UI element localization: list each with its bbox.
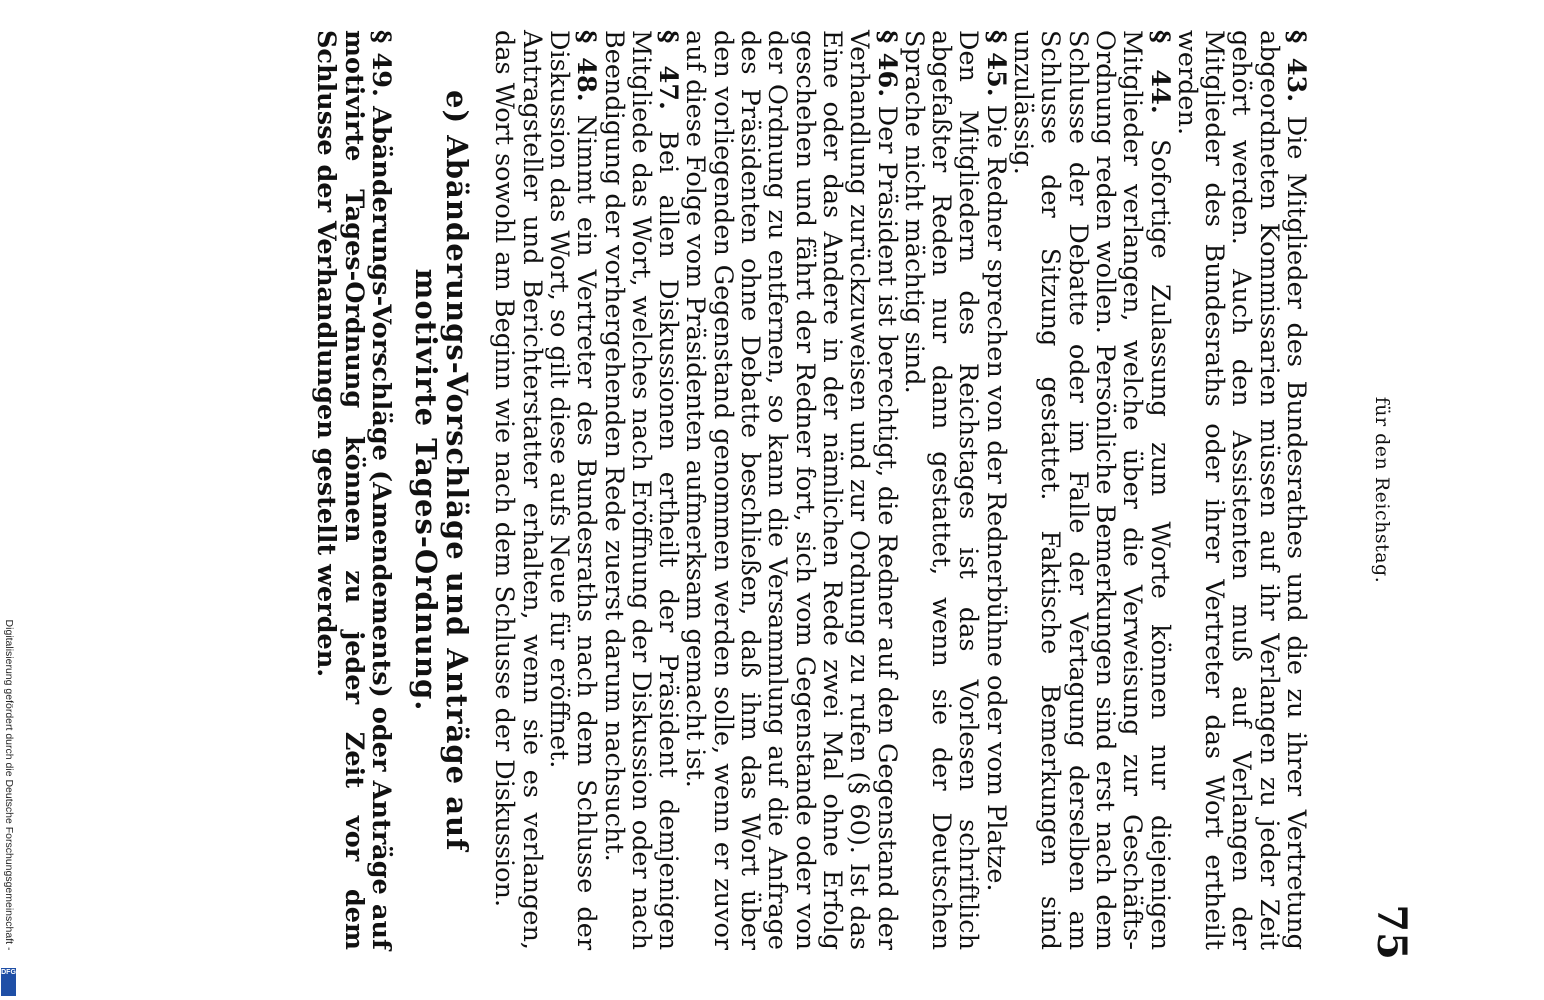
paragraph-section-49	[311, 30, 397, 951]
paragraph-section-48-continued	[490, 30, 545, 950]
digitization-stamp	[0, 606, 18, 1000]
dfg-logo	[1, 968, 16, 996]
paragraph-text: Der Präsident ist berechtigt, die Redner auf den Gegenstand der Verhandlung zurückzuweisen und zur Ordnung zu rufen (§ 60). Ist das Eine oder das Andere in der nämlichen Rede zwei Mal ohne Erfolg geschehen und fährt der Redner fort, sich vom Gegenstande oder von der Ordnung zu entfernen, so kann die Versammlung auf die Anfrage des Präsidenten ohne Debatte beschließen, daß ihm das Wort über den vorliegenden Gegenstand genommen werden solle, wenn er zuvor auf diese Folge vom Präsidenten aufmerksam gemacht ist.	[680, 30, 902, 951]
paragraph-text: Nimmt ein Vertreter des Bundesraths nach dem Schlusse der Diskussion das Wort, so gilt diese aufs Neue für eröffnet.	[543, 30, 602, 951]
section-number: § 45.	[980, 30, 1011, 97]
paragraph-text: Die Redner sprechen von der Rednerbühne oder vom Platze.	[980, 104, 1011, 892]
paragraph-text: Den Mitgliedern des Reichstages ist das Vorlesen schriftlich abgefaßter Reden nur dann gestattet, wenn sie der Deutschen Sprache nicht mächtig sind.	[898, 30, 984, 950]
paragraph-text: Antragsteller und Berichterstatter erhalten, wenn sie es verlangen, das Wort sowohl am Beginn wie nach dem Schlusse der Diskussion.	[489, 30, 547, 950]
section-number: § 46.	[871, 30, 902, 98]
body-text	[312, 30, 1309, 950]
paragraph-section-46	[680, 30, 902, 951]
section-heading	[409, 30, 475, 950]
paragraph-section-44	[1009, 30, 1173, 950]
page-number: 75	[1368, 904, 1415, 960]
section-number: § 44.	[1144, 30, 1175, 114]
paragraph-section-45	[980, 30, 1011, 950]
dfg-logo-text: DFG	[1, 969, 16, 976]
running-head: für den Reichstag.	[1371, 396, 1393, 584]
digitization-credit: Digitalisierung gefördert durch die Deutsche Forschungsgemeinschaft -	[3, 619, 15, 951]
paragraph-section-43	[1173, 30, 1309, 950]
paragraph-section-45-continued	[900, 30, 982, 950]
section-number: § 47.	[653, 30, 684, 110]
paragraph-section-48	[545, 30, 600, 950]
document-page	[127, 30, 1417, 970]
paragraph-section-47	[598, 30, 684, 951]
section-heading-line-1: e) Abänderungs-Vorschläge und Anträge auf	[440, 90, 475, 852]
paragraph-text: Die Mitglieder des Bundesrathes und die zu ihrer Vertretung abgeordneten Kommissarien müssen auf ihr Verlangen zu jeder Zeit gehört werden. Auch den Assistenten muß auf Verlangen der Mitglieder des Bundesraths oder ihrer Vertreter das Wort ertheilt werden.	[1171, 30, 1311, 950]
paragraph-text: Sofortige Zulassung zum Worte können nur diejenigen Mitglieder verlangen, welche über die Verweisung zur Geschäfts-Ordnung reden wollen. Persönliche Bemerkungen sind erst nach dem Schlusse der Debatte oder im Falle der Vertagung derselben am Schlusse der Sitzung gestattet. Faktische Bemerkungen sind unzulässig.	[1008, 30, 1175, 950]
section-number: § 49.	[366, 30, 397, 97]
section-number: § 43.	[1281, 30, 1311, 103]
section-heading-line-2: motivirte Tages-Ordnung.	[409, 268, 444, 712]
paragraph-text: Bei allen Diskussionen ertheilt der Präsident demjenigen Mitgliede das Wort, welches nach Eröffnung der Diskussion oder nach Beendigung der vorhergehenden Rede zuerst darum nachsucht.	[598, 30, 684, 951]
section-number: § 48.	[571, 30, 602, 102]
paragraph-text: Abänderungs-Vorschläge (Amendements) oder Anträge auf motivirte Tages-Ordnung können zu jeder Zeit vor dem Schlusse der Verhandlungen gestellt werden.	[311, 30, 397, 951]
